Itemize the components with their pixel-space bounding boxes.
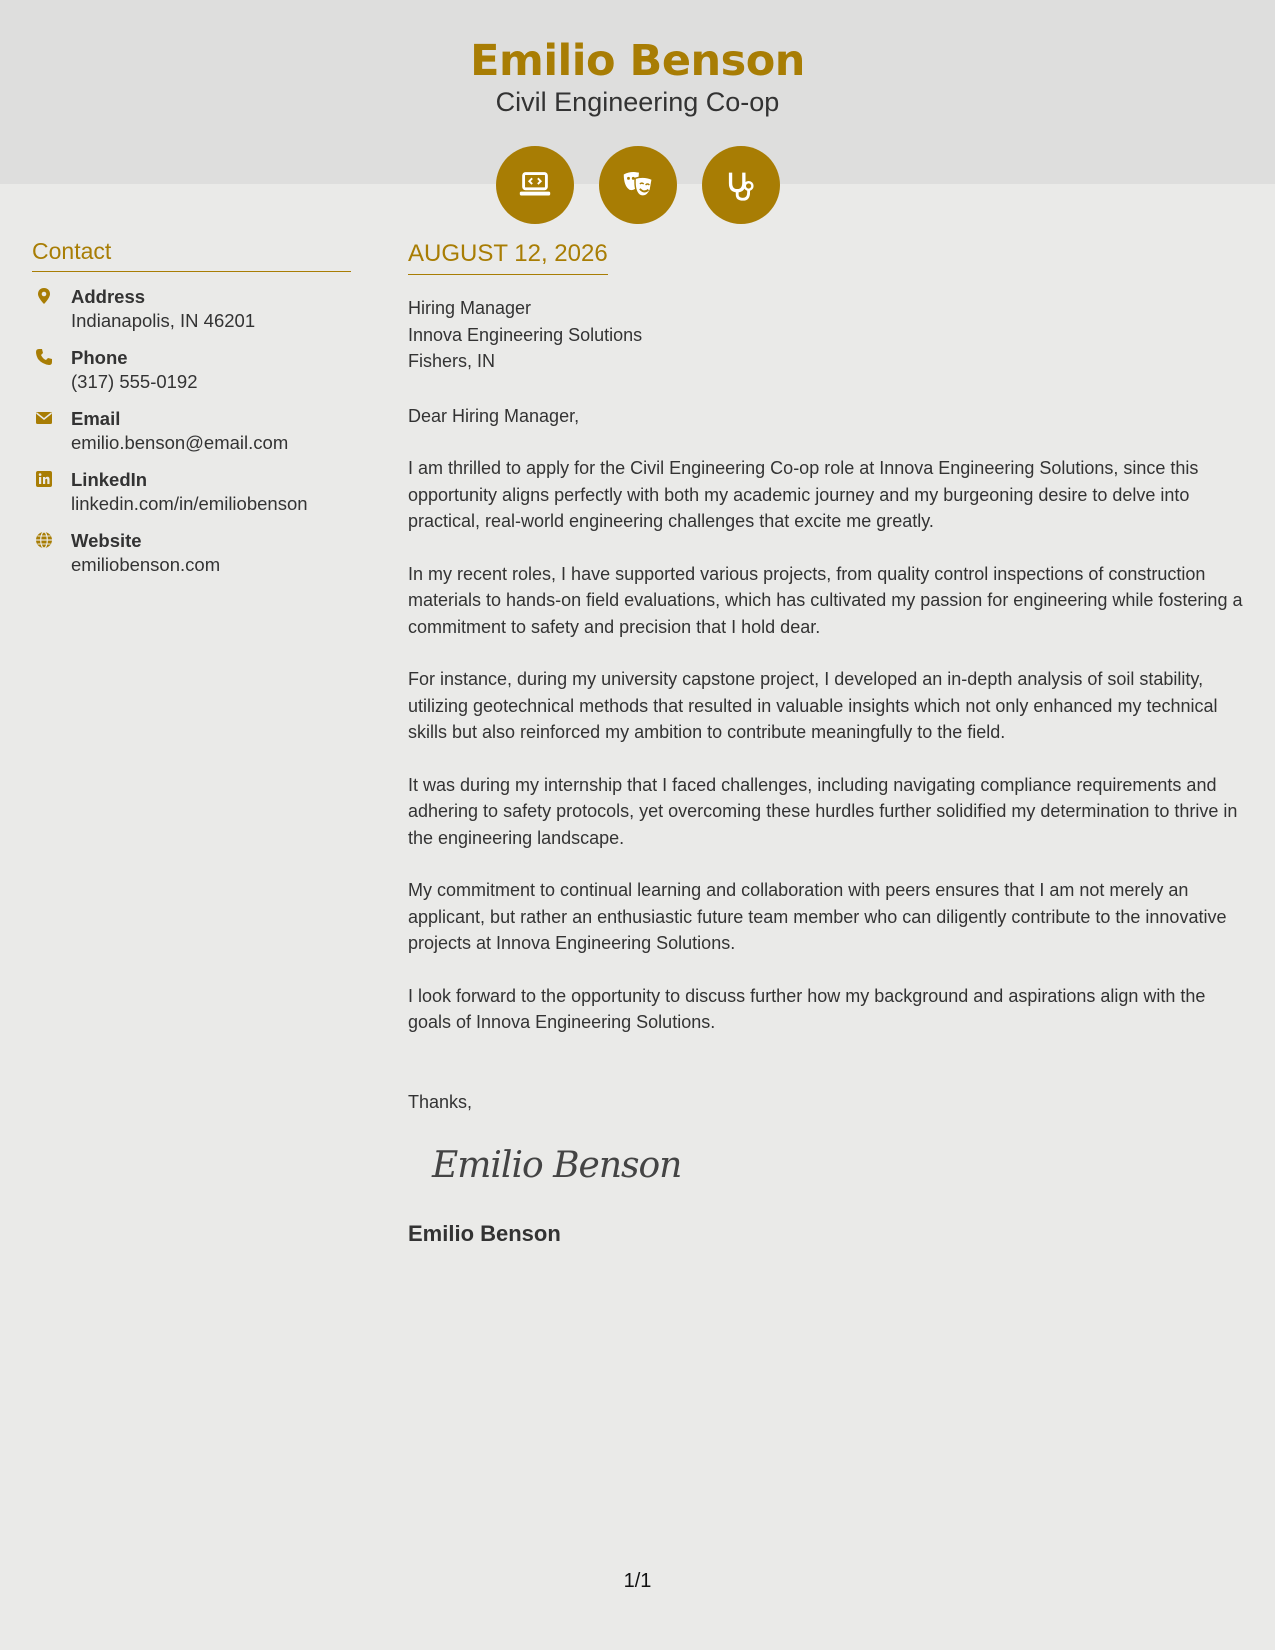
page-number: 1/1 bbox=[623, 1570, 652, 1592]
letter-date: AUGUST 12, 2026 bbox=[408, 240, 608, 275]
recipient-line: Hiring Manager bbox=[408, 298, 532, 318]
contact-value: Indianapolis, IN 46201 bbox=[71, 310, 256, 331]
map-pin-icon bbox=[35, 287, 53, 305]
handwritten-signature: Emilio Benson bbox=[432, 1145, 682, 1186]
contact-address bbox=[32, 285, 351, 333]
contact-value[interactable]: emiliobenson.com bbox=[71, 554, 221, 575]
contact-value: (317) 555-0192 bbox=[71, 371, 198, 392]
theater-masks-icon bbox=[599, 146, 677, 224]
signer-name: Emilio Benson bbox=[408, 1221, 561, 1246]
letter-paragraph: I look forward to the opportunity to discuss further how my background and aspirations align with the goals of Innova Engineering Solutions. bbox=[408, 985, 1206, 1032]
stethoscope-icon bbox=[702, 146, 780, 224]
contact-label: Address bbox=[71, 286, 146, 307]
globe-icon bbox=[35, 531, 53, 549]
contact-label: Website bbox=[71, 530, 142, 551]
contact-value: emilio.benson@email.com bbox=[71, 432, 289, 453]
phone-icon bbox=[35, 348, 53, 366]
letter-paragraph: In my recent roles, I have supported various projects, from quality control inspections of construction materials to hands-on field evaluations, which has cultivated my passion for engineering while fostering a commitment to safety and precision that I hold dear. bbox=[408, 563, 1243, 637]
contact-email bbox=[32, 407, 351, 455]
contact-phone bbox=[32, 346, 351, 394]
recipient-block bbox=[408, 295, 1253, 375]
contact-title: Contact bbox=[32, 238, 351, 272]
recipient-line: Fishers, IN bbox=[408, 351, 496, 371]
contact-value[interactable]: linkedin.com/in/emiliobenson bbox=[71, 493, 308, 514]
contact-label: Email bbox=[71, 408, 121, 429]
letter-paragraph: For instance, during my university capstone project, I developed an in-depth analysis of soil stability, utilizing geotechnical methods that resulted in valuable insights which not only enhanced my technical skills but also reinforced my ambition to contribute meaningfully to the field. bbox=[408, 669, 1218, 742]
contact-label: Phone bbox=[71, 347, 128, 368]
envelope-icon bbox=[35, 409, 53, 427]
salutation: Dear Hiring Manager, bbox=[408, 405, 580, 426]
applicant-name: Emilio Benson bbox=[470, 36, 805, 86]
letter-body bbox=[408, 240, 1253, 1247]
linkedin-icon bbox=[35, 470, 53, 488]
closing: Thanks, bbox=[408, 1091, 473, 1112]
applicant-role: Civil Engineering Co-op bbox=[495, 87, 780, 117]
contact-linkedin bbox=[32, 468, 351, 516]
laptop-code-icon bbox=[496, 146, 574, 224]
letter-paragraph: I am thrilled to apply for the Civil Engineering Co-op role at Innova Engineering Solutions, since this opportunity aligns perfectly with both my academic journey and my burgeoning desire to delve into practical, real-world engineering challenges that excite me greatly. bbox=[408, 458, 1199, 531]
contact-label: LinkedIn bbox=[71, 469, 148, 490]
recipient-line: Innova Engineering Solutions bbox=[408, 324, 643, 345]
contact-section bbox=[32, 238, 351, 577]
interest-icons bbox=[496, 146, 780, 224]
letter-paragraph: My commitment to continual learning and collaboration with peers ensures that I am not merely an applicant, but rather an enthusiastic future team member who can diligently contribute to the innovative projects at Innova Engineering Solutions. bbox=[408, 880, 1227, 953]
letter-paragraph: It was during my internship that I faced challenges, including navigating compliance requirements and adhering to safety protocols, yet overcoming these hurdles further solidified my determination to thrive in the engineering landscape. bbox=[408, 774, 1238, 848]
contact-website bbox=[32, 529, 351, 577]
